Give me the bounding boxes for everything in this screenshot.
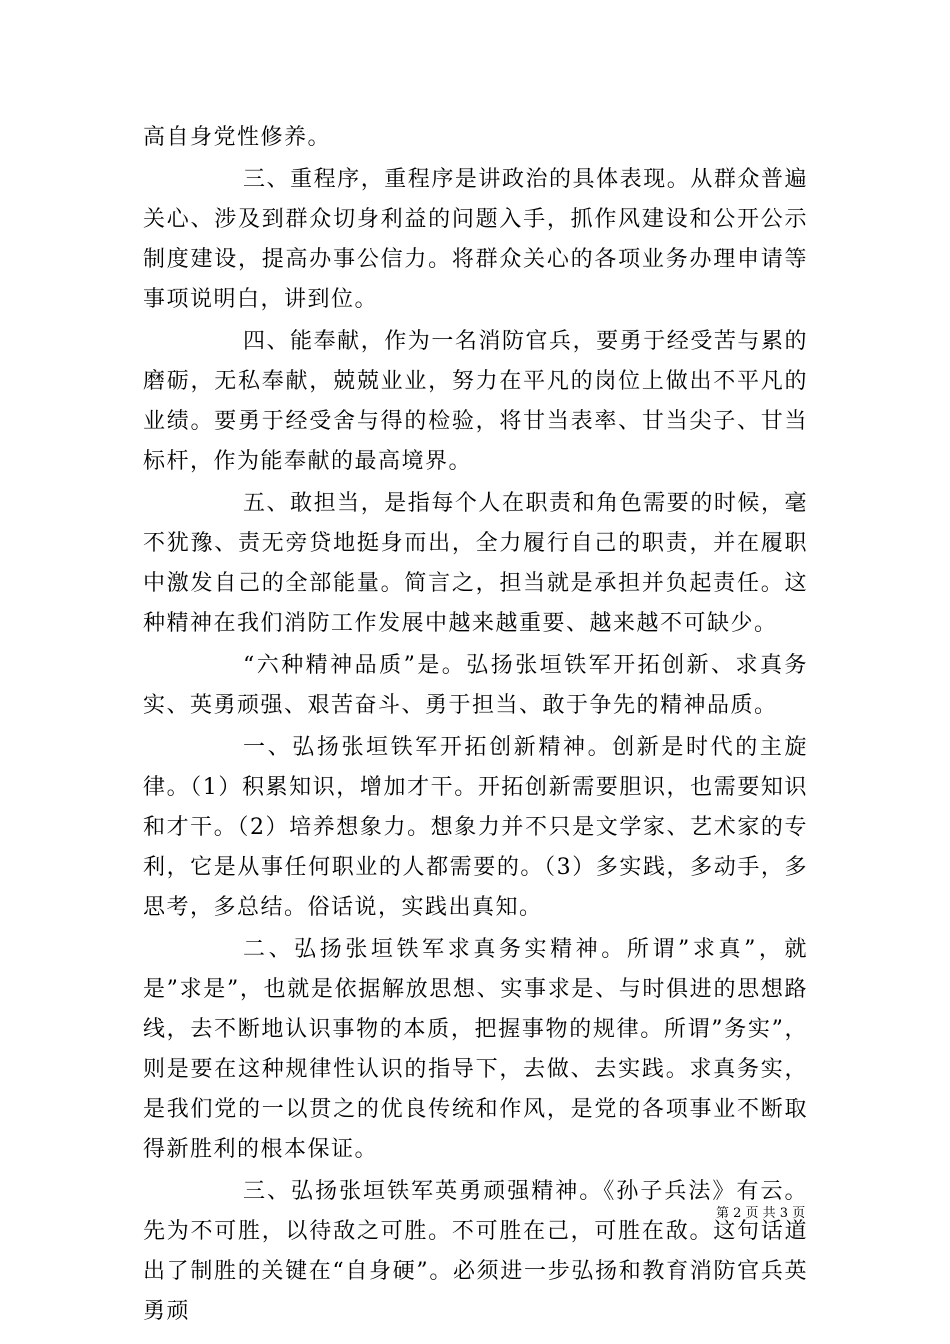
paragraph-5: “六种精神品质”是。弘扬张垣铁军开拓创新、求真务实、英勇顽强、艰苦奋斗、勇于担当、敢于争先的精神品质。 <box>143 653 808 718</box>
paragraph-6: 一、弘扬张垣铁军开拓创新精神。创新是时代的主旋律。（1）积累知识，增加才干。开拓创新需要胆识，也需要知识和才干。（2）培养想象力。想象力并不只是文学家、艺术家的专利，它是从事任何职业的人都需要的。（3）多实践，多动手，多思考，多总结。俗话说，实践出真知。 <box>143 735 808 920</box>
paragraph-4: 五、敢担当，是指每个人在职责和角色需要的时候，毫不犹豫、责无旁贷地挺身而出，全力履行自己的职责，并在履职中激发自己的全部能量。简言之，担当就是承担并负起责任。这种精神在我们消防工作发展中越来越重要、越来越不可缺少。 <box>143 491 808 636</box>
paragraph-8: 三、弘扬张垣铁军英勇顽强精神。《孙子兵法》有云。先为不可胜，以待敌之可胜。不可胜在己，可胜在敌。这句话道出了制胜的关键在“自身硬”。必须进一步弘扬和教育消防官兵英勇顽 <box>143 1179 808 1324</box>
paragraph-3: 四、能奉献，作为一名消防官兵，要勇于经受苦与累的磨砺，无私奉献，兢兢业业，努力在平凡的岗位上做出不平凡的业绩。要勇于经受舍与得的检验，将甘当表率、甘当尖子、甘当标杆，作为能奉献的最高境界。 <box>143 329 808 474</box>
paragraph-1: 高自身党性修养。 <box>143 125 332 150</box>
paragraph-2: 三、重程序，重程序是讲政治的具体表现。从群众普遍关心、涉及到群众切身利益的问题入手，抓作风建设和公开公示制度建设，提高办事公信力。将群众关心的各项业务办理申请等事项说明白，讲到位。 <box>143 167 808 312</box>
page-number: 第 2 页 共 3 页 <box>716 1206 806 1221</box>
document-body <box>143 118 808 1334</box>
paragraph-7: 二、弘扬张垣铁军求真务实精神。所谓”求真”，就是”求是”，也就是依据解放思想、实事求是、与时俱进的思想路线，去不断地认识事物的本质，把握事物的规律。所谓”务实”，则是要在这种规律性认识的指导下，去做、去实践。求真务实，是我们党的一以贯之的优良传统和作风，是党的各项事业不断取得新胜利的根本保证。 <box>143 937 808 1162</box>
